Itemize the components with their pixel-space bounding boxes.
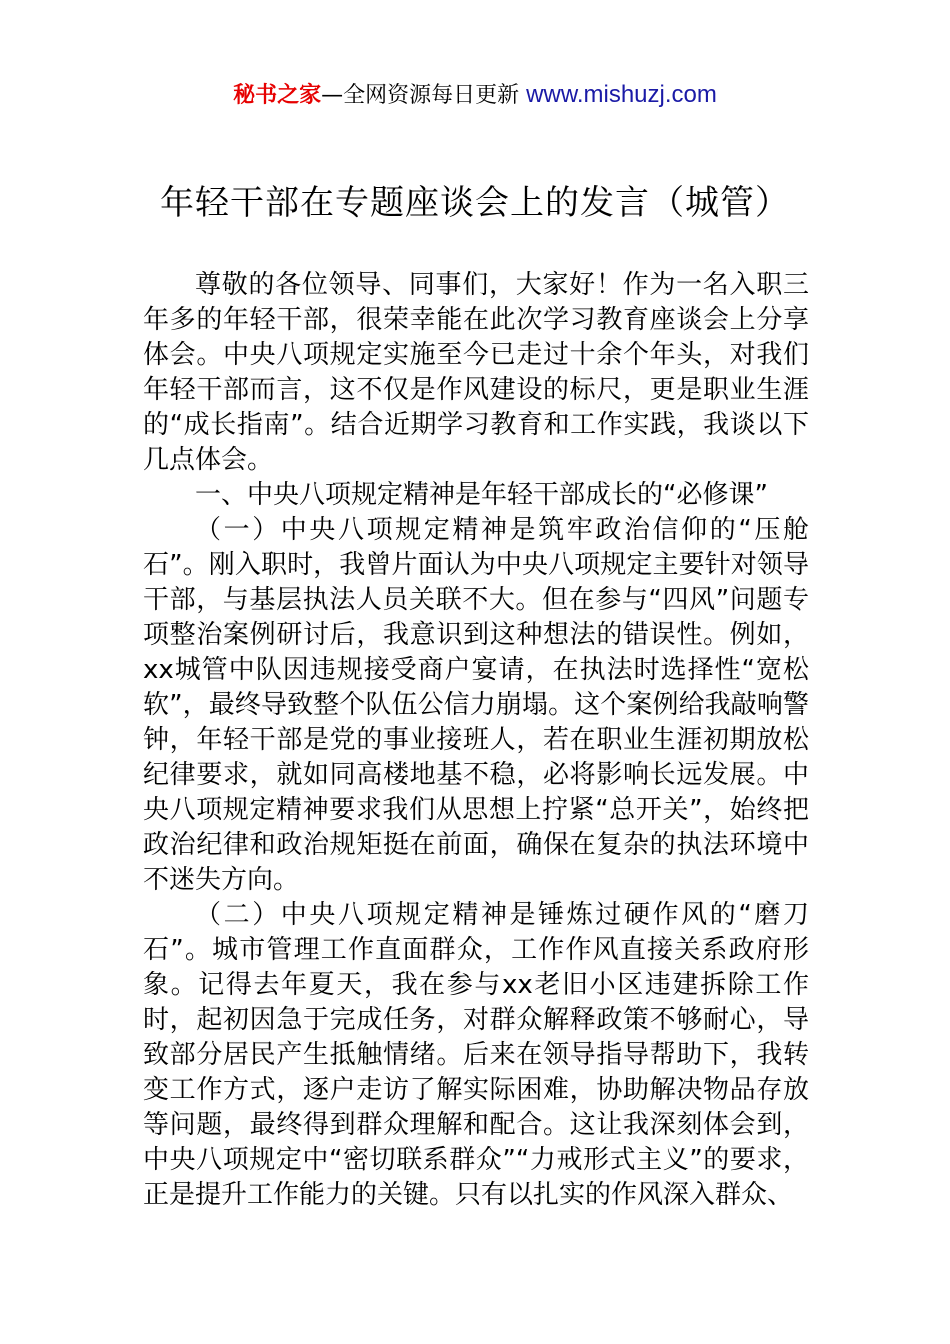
paragraph-opening: 尊敬的各位领导、同事们，大家好！作为一名入职三年多的年轻干部，很荣幸能在此次学习教育座谈会上分享体会。中央八项规定实施至今已走过十余个年头，对我们年轻干部而言，这不仅是作风建设的标尺，更是职业生涯的“成长指南”。结合近期学习教育和工作实践，我谈以下几点体会。	[143, 270, 809, 475]
paragraph-point-2: （二）中央八项规定精神是锤炼过硬作风的“磨刀石”。城市管理工作直面群众，工作作风直接关系政府形象。记得去年夏天，我在参与xx老旧小区违建拆除工作时，起初因急于完成任务，对群众解释政策不够耐心，导致部分居民产生抵触情绪。后来在领导指导帮助下，我转变工作方式，逐户走访了解实际困难，协助解决物品存放等问题，最终得到群众理解和配合。这让我深刻体会到，中央八项规定中“密切联系群众”“力戒形式主义”的要求，正是提升工作能力的关键。只有以扎实的作风深入群众、	[143, 900, 809, 1210]
section-heading-1: 一、中央八项规定精神是年轻干部成长的“必修课”	[195, 480, 768, 510]
site-tagline: —全网资源每日更新	[321, 83, 527, 108]
paragraph-point-1: （一）中央八项规定精神是筑牢政治信仰的“压舱石”。刚入职时，我曾片面认为中央八项规定主要针对领导干部，与基层执法人员关联不大。但在参与“四风”问题专项整治案例研讨后，我意识到这种想法的错误性。例如，xx城管中队因违规接受商户宴请，在执法时选择性“宽松软”，最终导致整个队伍公信力崩塌。这个案例给我敲响警钟，年轻干部是党的事业接班人，若在职业生涯初期放松纪律要求，就如同高楼地基不稳，必将影响长远发展。中央八项规定精神要求我们从思想上拧紧“总开关”，始终把政治纪律和政治规矩挺在前面，确保在复杂的执法环境中不迷失方向。	[143, 515, 809, 895]
document-body	[143, 268, 809, 1213]
site-brand: 秘书之家	[233, 83, 322, 108]
site-header	[0, 80, 950, 111]
document-title: 年轻干部在专题座谈会上的发言（城管）	[160, 183, 790, 223]
site-url-link[interactable]: www.mishuzj.com	[526, 81, 717, 108]
